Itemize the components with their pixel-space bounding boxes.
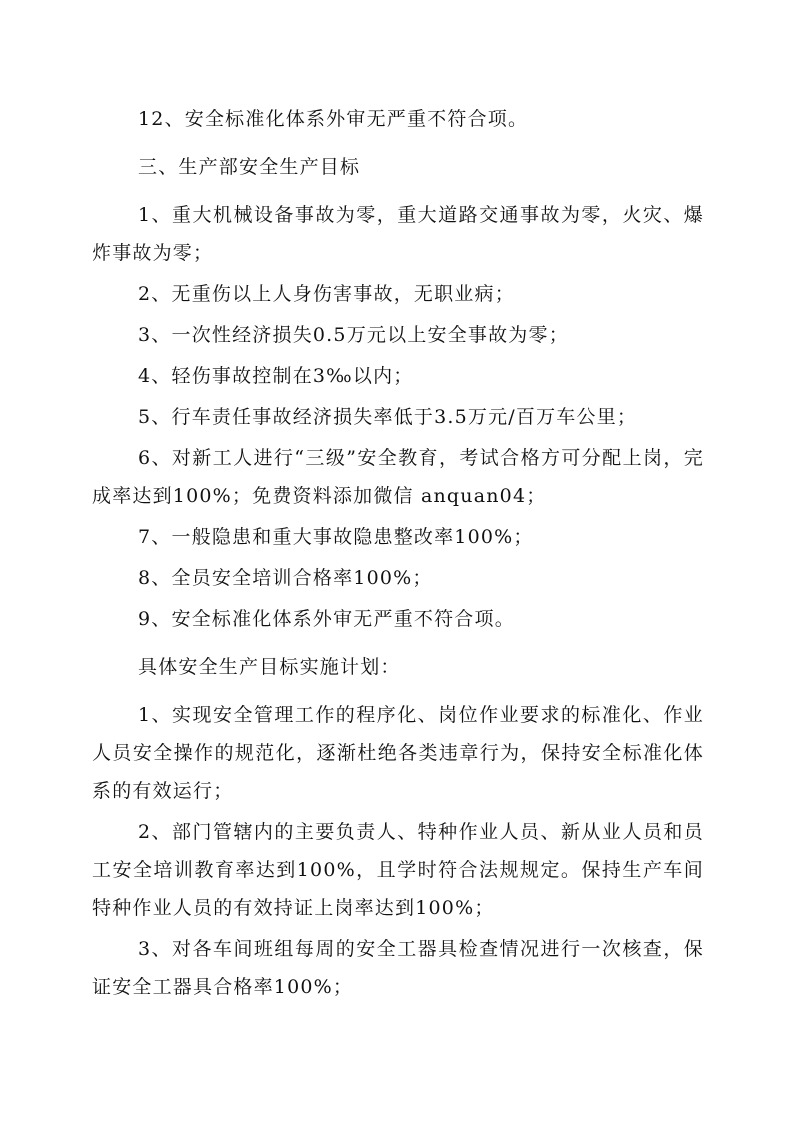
goal-item-8: 8、全员安全培训合格率100%； (138, 567, 433, 589)
goal-item-3: 3、一次性经济损失0.5万元以上安全事故为零； (138, 324, 569, 346)
goal-item-9: 9、安全标准化体系外审无严重不符合项。 (138, 608, 515, 630)
goal-item-5: 5、行车责任事故经济损失率低于3.5万元/百万车公里； (138, 406, 638, 428)
section-heading-production-goals: 三、生产部安全生产目标 (138, 156, 361, 178)
plan-item-3: 3、对各车间班组每周的安全工器具检查情况进行一次核查，保证安全工器具合格率100%； (92, 938, 704, 998)
document-body (92, 100, 704, 1009)
plan-item-2: 2、部门管辖内的主要负责人、特种作业人员、新从业人员和员工安全培训教育率达到100%，且学时符合法规规定。保持生产车间特种作业人员的有效持证上岗率达到100%； (92, 821, 704, 919)
plan-item-1: 1、实现安全管理工作的程序化、岗位作业要求的标准化、作业人员安全操作的规范化，逐渐杜绝各类违章行为，保持安全标准化体系的有效运行； (92, 704, 704, 802)
section-heading-implementation-plan: 具体安全生产目标实施计划： (138, 656, 401, 678)
goal-item-2: 2、无重伤以上人身伤害事故，无职业病； (138, 283, 515, 305)
goal-item-6: 6、对新工人进行“三级”安全教育，考试合格方可分配上岗，完成率达到100%；免费资料添加微信 anquan04； (92, 447, 704, 507)
goal-item-1: 1、重大机械设备事故为零，重大道路交通事故为零，火灾、爆炸事故为零； (92, 204, 704, 264)
goal-item-7: 7、一般隐患和重大事故隐患整改率100%； (138, 526, 534, 548)
goal-item-4: 4、轻伤事故控制在3‰以内； (138, 365, 414, 387)
paragraph-12-standardization: 12、安全标准化体系外审无严重不符合项。 (138, 108, 529, 130)
